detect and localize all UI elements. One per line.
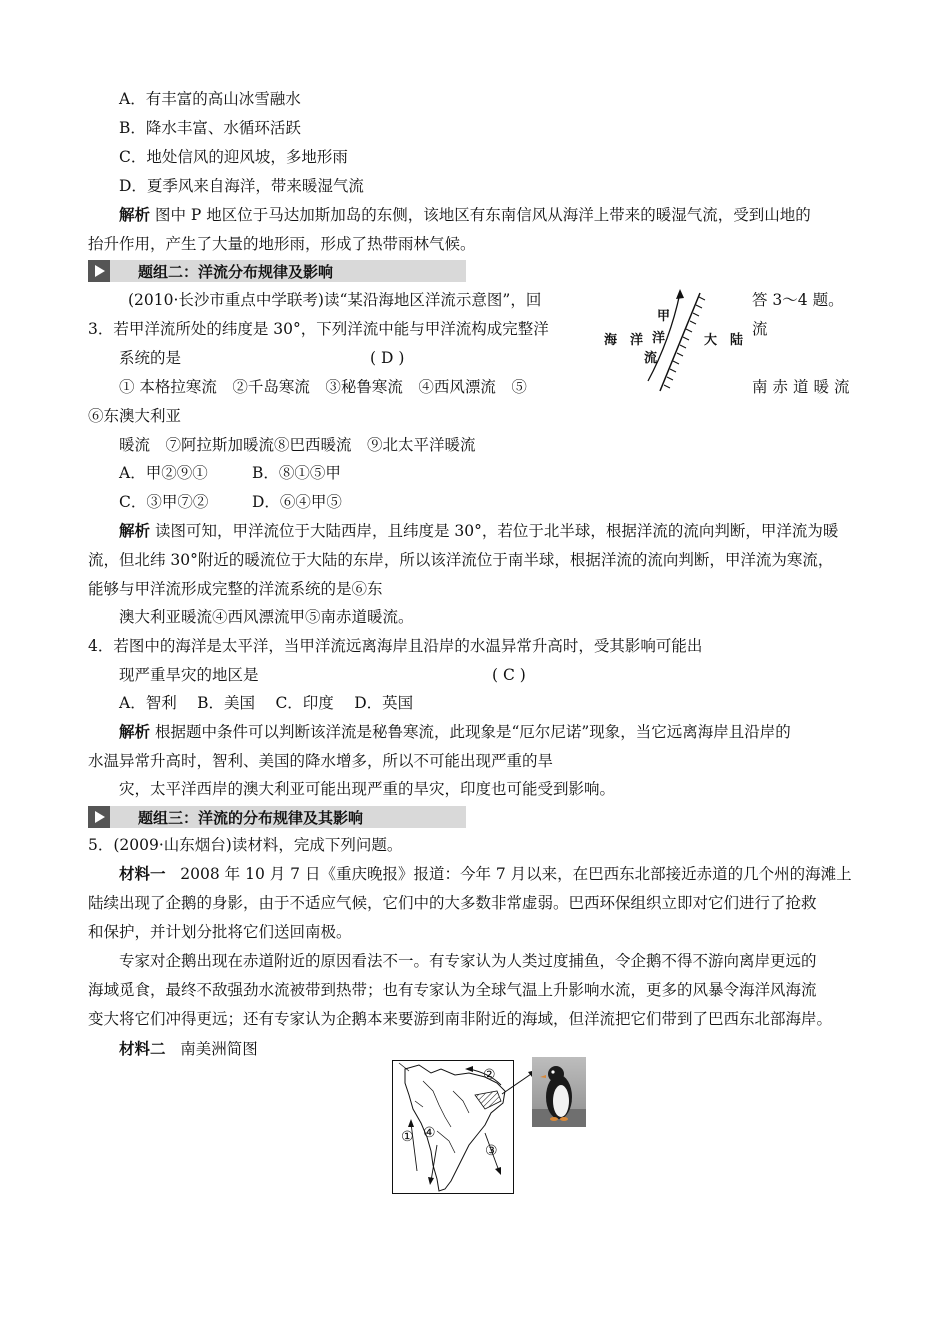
analysis-q2-line1 (119, 205, 811, 225)
analysis-q2-line2: 抬升作用，产生了大量的地形雨，形成了热带雨林气候。 (88, 235, 476, 253)
material2-text: 南美洲简图 (180, 1040, 258, 1058)
q4-stem-line1: 4．若图中的海洋是太平洋，当甲洋流远离海岸且沿岸的水温异常升高时，受其影响可能出 (88, 637, 703, 655)
map-label-3: ③ (485, 1143, 498, 1159)
arrow-head-icon (408, 1119, 414, 1127)
arrow-head-icon (676, 289, 684, 299)
brazil-northeast-hatch (475, 1091, 501, 1109)
play-icon (88, 260, 110, 282)
q3-list-line1-right: 南赤道暖流 (752, 378, 855, 396)
q5-stem: 5．(2009·山东烟台)读材料，完成下列问题。 (88, 836, 403, 854)
q5-material1-line1 (119, 864, 852, 884)
q4-answer: ( C ) (492, 666, 526, 684)
land-label: 大 陆 (704, 333, 744, 348)
sea-label: 海 洋 (604, 333, 644, 348)
q5-para2-line1: 专家对企鹅出现在赤道附近的原因看法不一。有专家认为人类过度捕鱼，令企鹅不得不游向离岸更远的 (119, 952, 817, 970)
map-label-2: ② (483, 1067, 496, 1083)
q5-material1-line3: 和保护，并计划分批将它们送回南极。 (88, 923, 352, 941)
q3-answer: ( D ) (370, 349, 405, 367)
coast-hatch (664, 297, 705, 388)
q3-stem-line1-right: 流 (752, 320, 768, 338)
material1-label: 材料一 (119, 864, 166, 883)
analysis-label: 解析 (119, 205, 151, 224)
q3-list-line3: 暖流 ⑦阿拉斯加暖流⑧巴西暖流 ⑨北太平洋暖流 (119, 436, 476, 454)
q3-analysis-line1 (119, 521, 838, 541)
q3-option-c: C．③甲⑦② (119, 493, 209, 511)
option-d: D．夏季风来自海洋，带来暖湿气流 (119, 177, 364, 195)
arrow-head-icon (428, 1177, 434, 1185)
penguin-photo (532, 1057, 586, 1127)
q3-stem-line2: 系统的是 (119, 349, 182, 367)
analysis-text: 读图可知，甲洋流位于大陆西岸，且纬度是 30°，若位于北半球，根据洋流的流向判断，甲洋流为暖 (154, 522, 839, 540)
current-label-3: 流 (644, 351, 658, 366)
q4-analysis-line1 (119, 722, 791, 742)
current-label-1: 甲 (657, 309, 671, 324)
ocean-current-figure (598, 285, 748, 397)
analysis-label: 解析 (119, 722, 151, 741)
option-a: A．有丰富的高山冰雪融水 (119, 90, 301, 108)
analysis-text: 图中 P 地区位于马达加斯加岛的东侧，该地区有东南信风从海洋上带来的暖湿气流，受到山地的 (154, 206, 811, 224)
q3-analysis-line3: 能够与甲洋流形成完整的洋流系统的是⑥东 (88, 580, 383, 598)
analysis-label: 解析 (119, 521, 151, 540)
play-icon (88, 806, 110, 828)
caribbean-coast (399, 1063, 409, 1071)
q5-para2-line3: 变大将它们冲得更远；还有专家认为企鹅本来要游到南非附近的海域，但洋流把它们带到了巴西东北部海岸。 (88, 1010, 833, 1028)
map-label-4: ④ (423, 1125, 436, 1141)
q3-analysis-line4: 澳大利亚暖流④西风漂流甲⑤南赤道暖流。 (119, 608, 414, 626)
option-c: C．地处信风的迎风坡，多地形雨 (119, 148, 348, 166)
analysis-text: 根据题中条件可以判断该洋流是秘鲁寒流，此现象是“厄尔尼诺”现象，当它远离海岸且沿岸的 (154, 723, 791, 741)
q5-para2-line2: 海域觅食，最终不敌强劲水流被带到热带；也有专家认为全球气温上升影响水流，更多的风暴令海洋风海流 (88, 981, 817, 999)
arrow-head-icon (495, 1167, 501, 1175)
q3-list-line1: ① 本格拉寒流 ②千岛寒流 ③秘鲁寒流 ④西风漂流 ⑤ (119, 378, 527, 396)
q4-analysis-line3: 灾，太平洋西岸的澳大利亚可能出现严重的旱灾，印度也可能受到影响。 (119, 780, 616, 798)
section-title: 题组三：洋流的分布规律及其影响 (138, 809, 364, 827)
q4-stem-line2: 现严重旱灾的地区是 (119, 666, 259, 684)
section-banner-group3 (88, 806, 466, 828)
material1-text: 2008 年 10 月 7 日《重庆晚报》报道：今年 7 月以来，在巴西东北部接近赤道的几个州的海滩上 (180, 865, 852, 883)
q3-option-d: D．⑥④甲⑤ (252, 493, 342, 511)
q4-analysis-line2: 水温异常升高时，智利、美国的降水增多，所以不可能出现严重的旱 (88, 752, 554, 770)
q3-analysis-line2: 流，但北纬 30°附近的暖流位于大陆的东岸，所以该洋流位于南半球，根据洋流的流向判断，甲洋流为寒流， (88, 551, 834, 569)
option-b: B．降水丰富、水循环活跃 (119, 119, 301, 137)
material2-label: 材料二 (119, 1039, 166, 1058)
section-banner-group2 (88, 260, 466, 282)
intro-left: (2010·长沙市重点中学联考)读“某沿海地区洋流示意图”，回 (128, 291, 542, 309)
penguin-icon (532, 1057, 586, 1127)
q3-stem-line1: 3．若甲洋流所处的纬度是 30°，下列洋流中能与甲洋流构成完整洋 (88, 320, 549, 338)
q3-list-line2: ⑥东澳大利亚 (88, 407, 182, 425)
q3-option-a: A．甲②⑨① (119, 464, 208, 482)
intro-right: 答 3～4 题。 (752, 291, 844, 309)
section-title: 题组二：洋流分布规律及影响 (138, 263, 334, 281)
q3-option-b: B．⑧①⑤甲 (252, 464, 341, 482)
current-label-2: 洋 (652, 331, 666, 346)
south-america-map (392, 1060, 514, 1194)
q5-material1-line2: 陆续出现了企鹅的身影，由于不适应气候，它们中的大多数非常虚弱。巴西环保组织立即对它们进行了抢救 (88, 894, 817, 912)
q4-options: A．智利 B．美国 C．印度 D．英国 (119, 694, 414, 712)
map-label-1: ① (401, 1129, 414, 1145)
arrow-head-icon (465, 1066, 473, 1072)
q5-material2 (119, 1039, 258, 1059)
